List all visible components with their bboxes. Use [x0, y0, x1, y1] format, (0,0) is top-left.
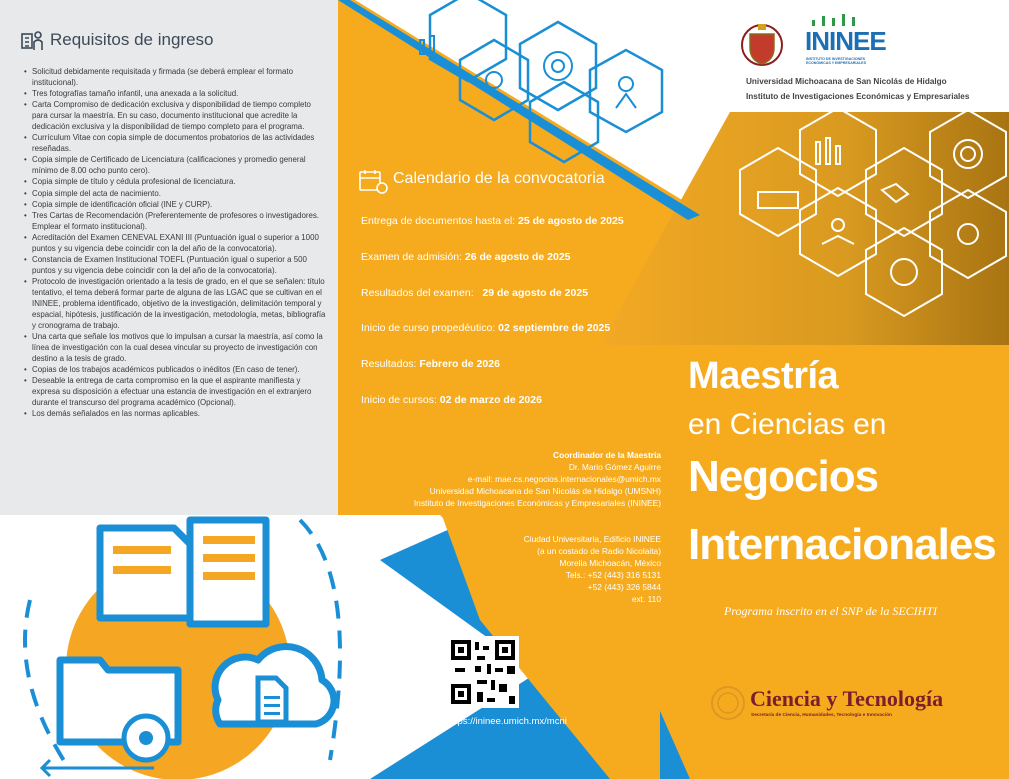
requirement-item: • Copias de los trabajos académicos publicados o inéditos (En caso de tener). — [26, 364, 326, 375]
requirement-item: • Tres fotografías tamaño infantil, una anexada a la solicitud. — [26, 88, 326, 99]
calendar-row-documents: Entrega de documentos hasta el: 25 de agosto de 2025 — [361, 215, 624, 227]
requirement-item: • Acreditación del Examen CENEVAL EXANI III (Puntuación igual o superior a 1000 puntos y su vigencia debe coincidir con la del año de la convocatoria). — [26, 232, 326, 254]
program-note: Programa inscrito en el SNP de la SECIHTI — [724, 604, 937, 618]
ininee-logo-subtext: INSTITUTO DE INVESTIGACIONES ECONÓMICAS Y EMPRESARIALES — [806, 57, 866, 65]
program-title-line1: Maestría — [688, 355, 839, 397]
requirement-item: • Los demás señalados en las normas aplicables. — [26, 408, 326, 419]
requirement-item: • Solicitud debidamente requisitada y firmada (se deberá emplear el formato institucional). — [26, 66, 326, 88]
ininee-logo: ININEE — [805, 26, 886, 56]
requirement-item: • Carta Compromiso de dedicación exclusiva y disponibilidad de tiempo completo para cursar la maestría. En su caso, documento institucional que acredite la dedicación exclusiva y la disponibilidad de tiempo completo para el programa. — [26, 99, 326, 132]
address-line: Morelia Michoacán, México — [559, 558, 661, 569]
requirement-item: • Copia simple de Certificado de Licenciatura (calificaciones y promedio general mínimo de 8.00 ocho punto cero). — [26, 154, 326, 176]
requirement-item: • Deseable la entrega de carta compromiso en la que el aspirante manifiesta y expresa su disposición a efectuar una estancia de investigación en el extranjero durante el transcurso del programa académico (Opcional). — [26, 375, 326, 408]
institute-name: Instituto de Investigaciones Económicas y Empresariales — [746, 92, 970, 101]
requirements-list — [18, 66, 326, 420]
coordinator-name: Dr. Mario Gómez Aguirre — [568, 462, 661, 473]
address-phone: +52 (443) 326 5844 — [587, 582, 661, 593]
coordinator-heading: Coordinador de la Maestría — [553, 450, 661, 460]
program-title-line4: Internacionales — [688, 520, 996, 569]
requirement-item: • Tres Cartas de Recomendación (Preferentemente de profesores o investigadores. Emplear el formato institucional). — [26, 210, 326, 232]
coordinator-block — [414, 449, 661, 509]
address-line: (a un costado de Radio Nicolaita) — [537, 546, 661, 557]
program-title-line3: Negocios — [688, 452, 879, 501]
requirements-title: Requisitos de ingreso — [50, 30, 214, 49]
requirement-item: • Constancia de Examen Institucional TOEFL (Puntuación igual o superior a 500 puntos y su vigencia debe coincidir con la del año de la convocatoria). — [26, 254, 326, 276]
coordinator-university: Universidad Michoacana de San Nicolás de Hidalgo (UMSNH) — [429, 486, 661, 497]
calendar-row-results: Resultados: Febrero de 2026 — [361, 358, 500, 370]
calendar-row-exam: Examen de admisión: 26 de agosto de 2025 — [361, 251, 571, 263]
calendar-row-courses-start: Inicio de cursos: 02 de marzo de 2026 — [361, 394, 542, 406]
coordinator-institute: Instituto de Investigaciones Económicas y Empresariales (ININEE) — [413, 498, 661, 509]
requirement-item: • Currículum Vitae con copia simple de documentos probatorios de las actividades reseñadas. — [26, 132, 326, 154]
address-line: Ciudad Universitaria, Edificio ININEE — [523, 534, 661, 544]
address-extension: ext. 110 — [631, 594, 661, 605]
qr-url-link[interactable]: https://ininee.umich.mx/mcni — [447, 716, 567, 727]
calendar-title: Calendario de la convocatoria — [393, 170, 605, 187]
requirement-item: • Copia simple de título y cédula profesional de licenciatura. — [26, 176, 326, 187]
program-title-line2: en Ciencias en — [688, 408, 887, 441]
address-block — [524, 533, 661, 606]
calendar-row-exam-results: Resultados del examen: 29 de agosto de 2025 — [361, 287, 589, 299]
calendar-row-propaedeutic: Inicio de curso propedéutico: 02 septiembre de 2025 — [361, 322, 611, 334]
requirement-item: • Una carta que señale los motivos que lo impulsan a cursar la maestría, así como la línea de investigación con la cual desea vincular su proyecto de investigación con destino a la tesis de grado. — [26, 331, 326, 364]
sponsor-subtitle: Secretaría de Ciencia, Humanidades, Tecnología e Innovación — [751, 713, 892, 718]
requirement-item: • Copia simple de identificación oficial (INE y CURP). — [26, 199, 326, 210]
university-name: Universidad Michoacana de San Nicolás de Hidalgo — [746, 77, 947, 86]
sponsor-title: Ciencia y Tecnología — [750, 686, 944, 711]
requirement-item: • Copia simple del acta de nacimiento. — [26, 188, 326, 199]
address-phone: Tels.: +52 (443) 316 5131 — [565, 570, 661, 581]
coordinator-email[interactable]: e-mail: mae.cs.negocios.internacionales@umich.mx — [467, 474, 661, 485]
requirement-item: • Protocolo de investigación orientado a la tesis de grado, en el que se señalen: título tentativo, el tema deberá formar parte de alguna de las LGAC que se cultivan en el ININEE, problema identificado, objetivo de la investigación, delimitación temporal y espacial, hipótesis, justificación de la investigación, metodología, metas, bibliografía y cronograma de trabajo. — [26, 276, 326, 331]
